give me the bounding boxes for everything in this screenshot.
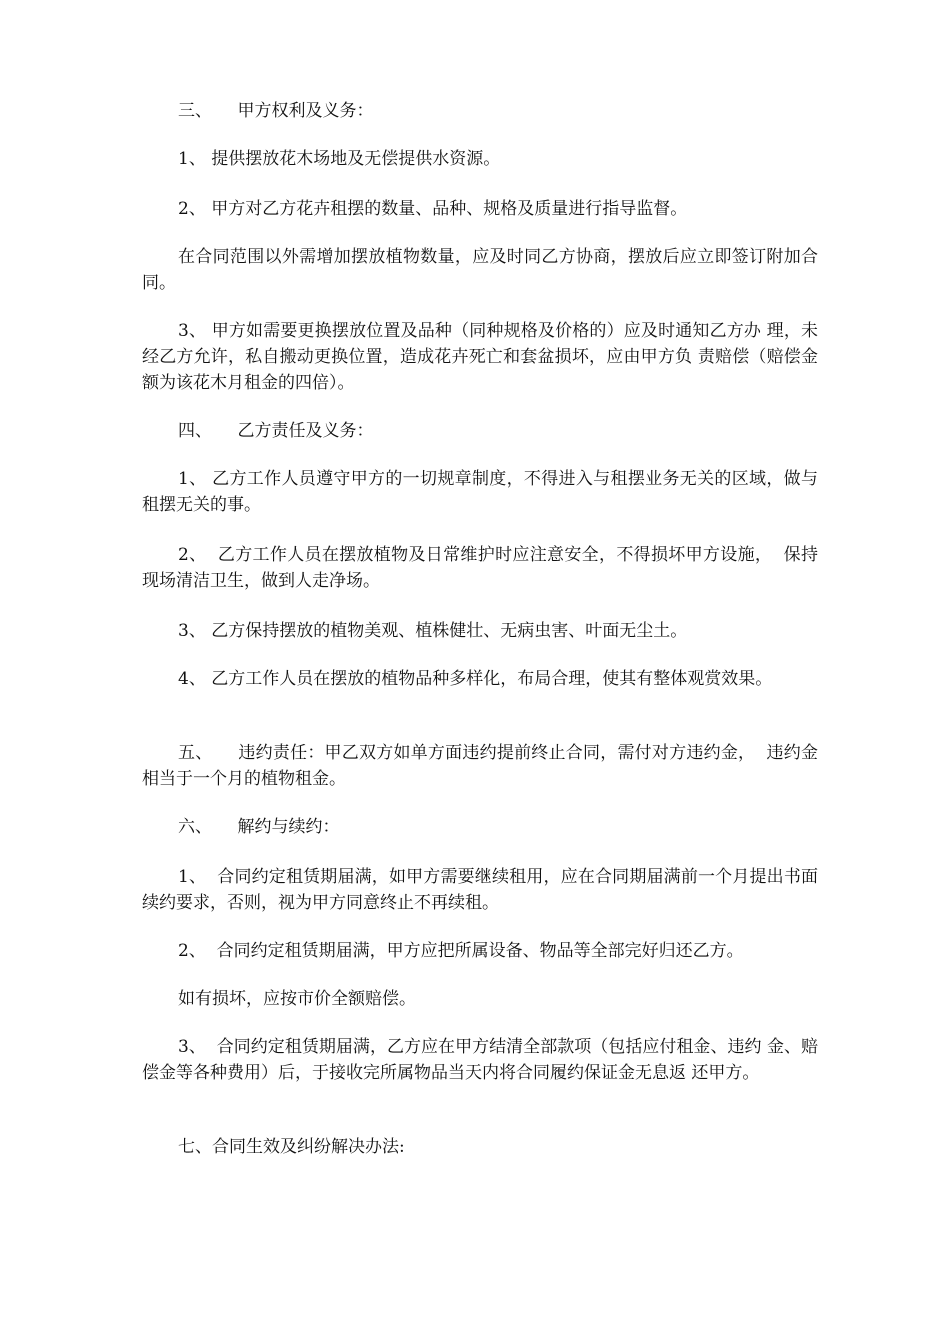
party-a-clause-2-note: 在合同范围以外需增加摆放植物数量，应及时同乙方协商，摆放后应立即签订附加合同。 [142,247,818,293]
party-a-clause-3: 3、 甲方如需要更换摆放位置及品种（同种规格及价格的）应及时通知乙方办 理，未经乙方允许，私自搬动更换位置，造成花卉死亡和套盆损坏，应由甲方负 责赔偿（赔偿金额为该花木月租金的四倍）。 [142,321,818,393]
section-7-heading: 七、合同生效及纠纷解决办法: [178,1137,405,1157]
party-b-clause-1: 1、 乙方工作人员遵守甲方的一切规章制度，不得进入与租摆业务无关的区域，做与租摆无关的事。 [142,469,818,515]
party-a-clause-1: 1、 提供摆放花木场地及无偿提供水资源。 [178,149,501,169]
section-5-liability: 五、 违约责任：甲乙双方如单方面违约提前终止合同，需付对方违约金， 违约金相当于一个月的植物租金。 [142,743,818,789]
termination-clause-3: 3、 合同约定租赁期届满，乙方应在甲方结清全部款项（包括应付租金、违约 金、赔偿金等各种费用）后，于接收完所属物品当天内将合同履约保证金无息返 还甲方。 [142,1037,818,1083]
termination-clause-1: 1、 合同约定租赁期届满，如甲方需要继续租用，应在合同期届满前一个月提出书面续约要求，否则，视为甲方同意终止不再续租。 [142,867,818,913]
party-b-clause-3: 3、 乙方保持摆放的植物美观、植株健壮、无病虫害、叶面无尘土。 [178,621,688,641]
termination-clause-2-note: 如有损坏，应按市价全额赔偿。 [178,989,416,1009]
section-3-heading: 三、 甲方权利及义务： [178,101,374,121]
termination-clause-2: 2、 合同约定租赁期届满，甲方应把所属设备、物品等全部完好归还乙方。 [178,941,744,961]
party-b-clause-2: 2、 乙方工作人员在摆放植物及日常维护时应注意安全，不得损坏甲方设施， 保持现场清洁卫生，做到人走净场。 [142,545,818,591]
section-6-heading: 六、 解约与续约： [178,817,340,837]
party-b-clause-4: 4、 乙方工作人员在摆放的植物品种多样化，布局合理，使其有整体观赏效果。 [178,669,773,689]
section-4-heading: 四、 乙方责任及义务： [178,421,374,441]
party-a-clause-2: 2、 甲方对乙方花卉租摆的数量、品种、规格及质量进行指导监督。 [178,199,688,219]
